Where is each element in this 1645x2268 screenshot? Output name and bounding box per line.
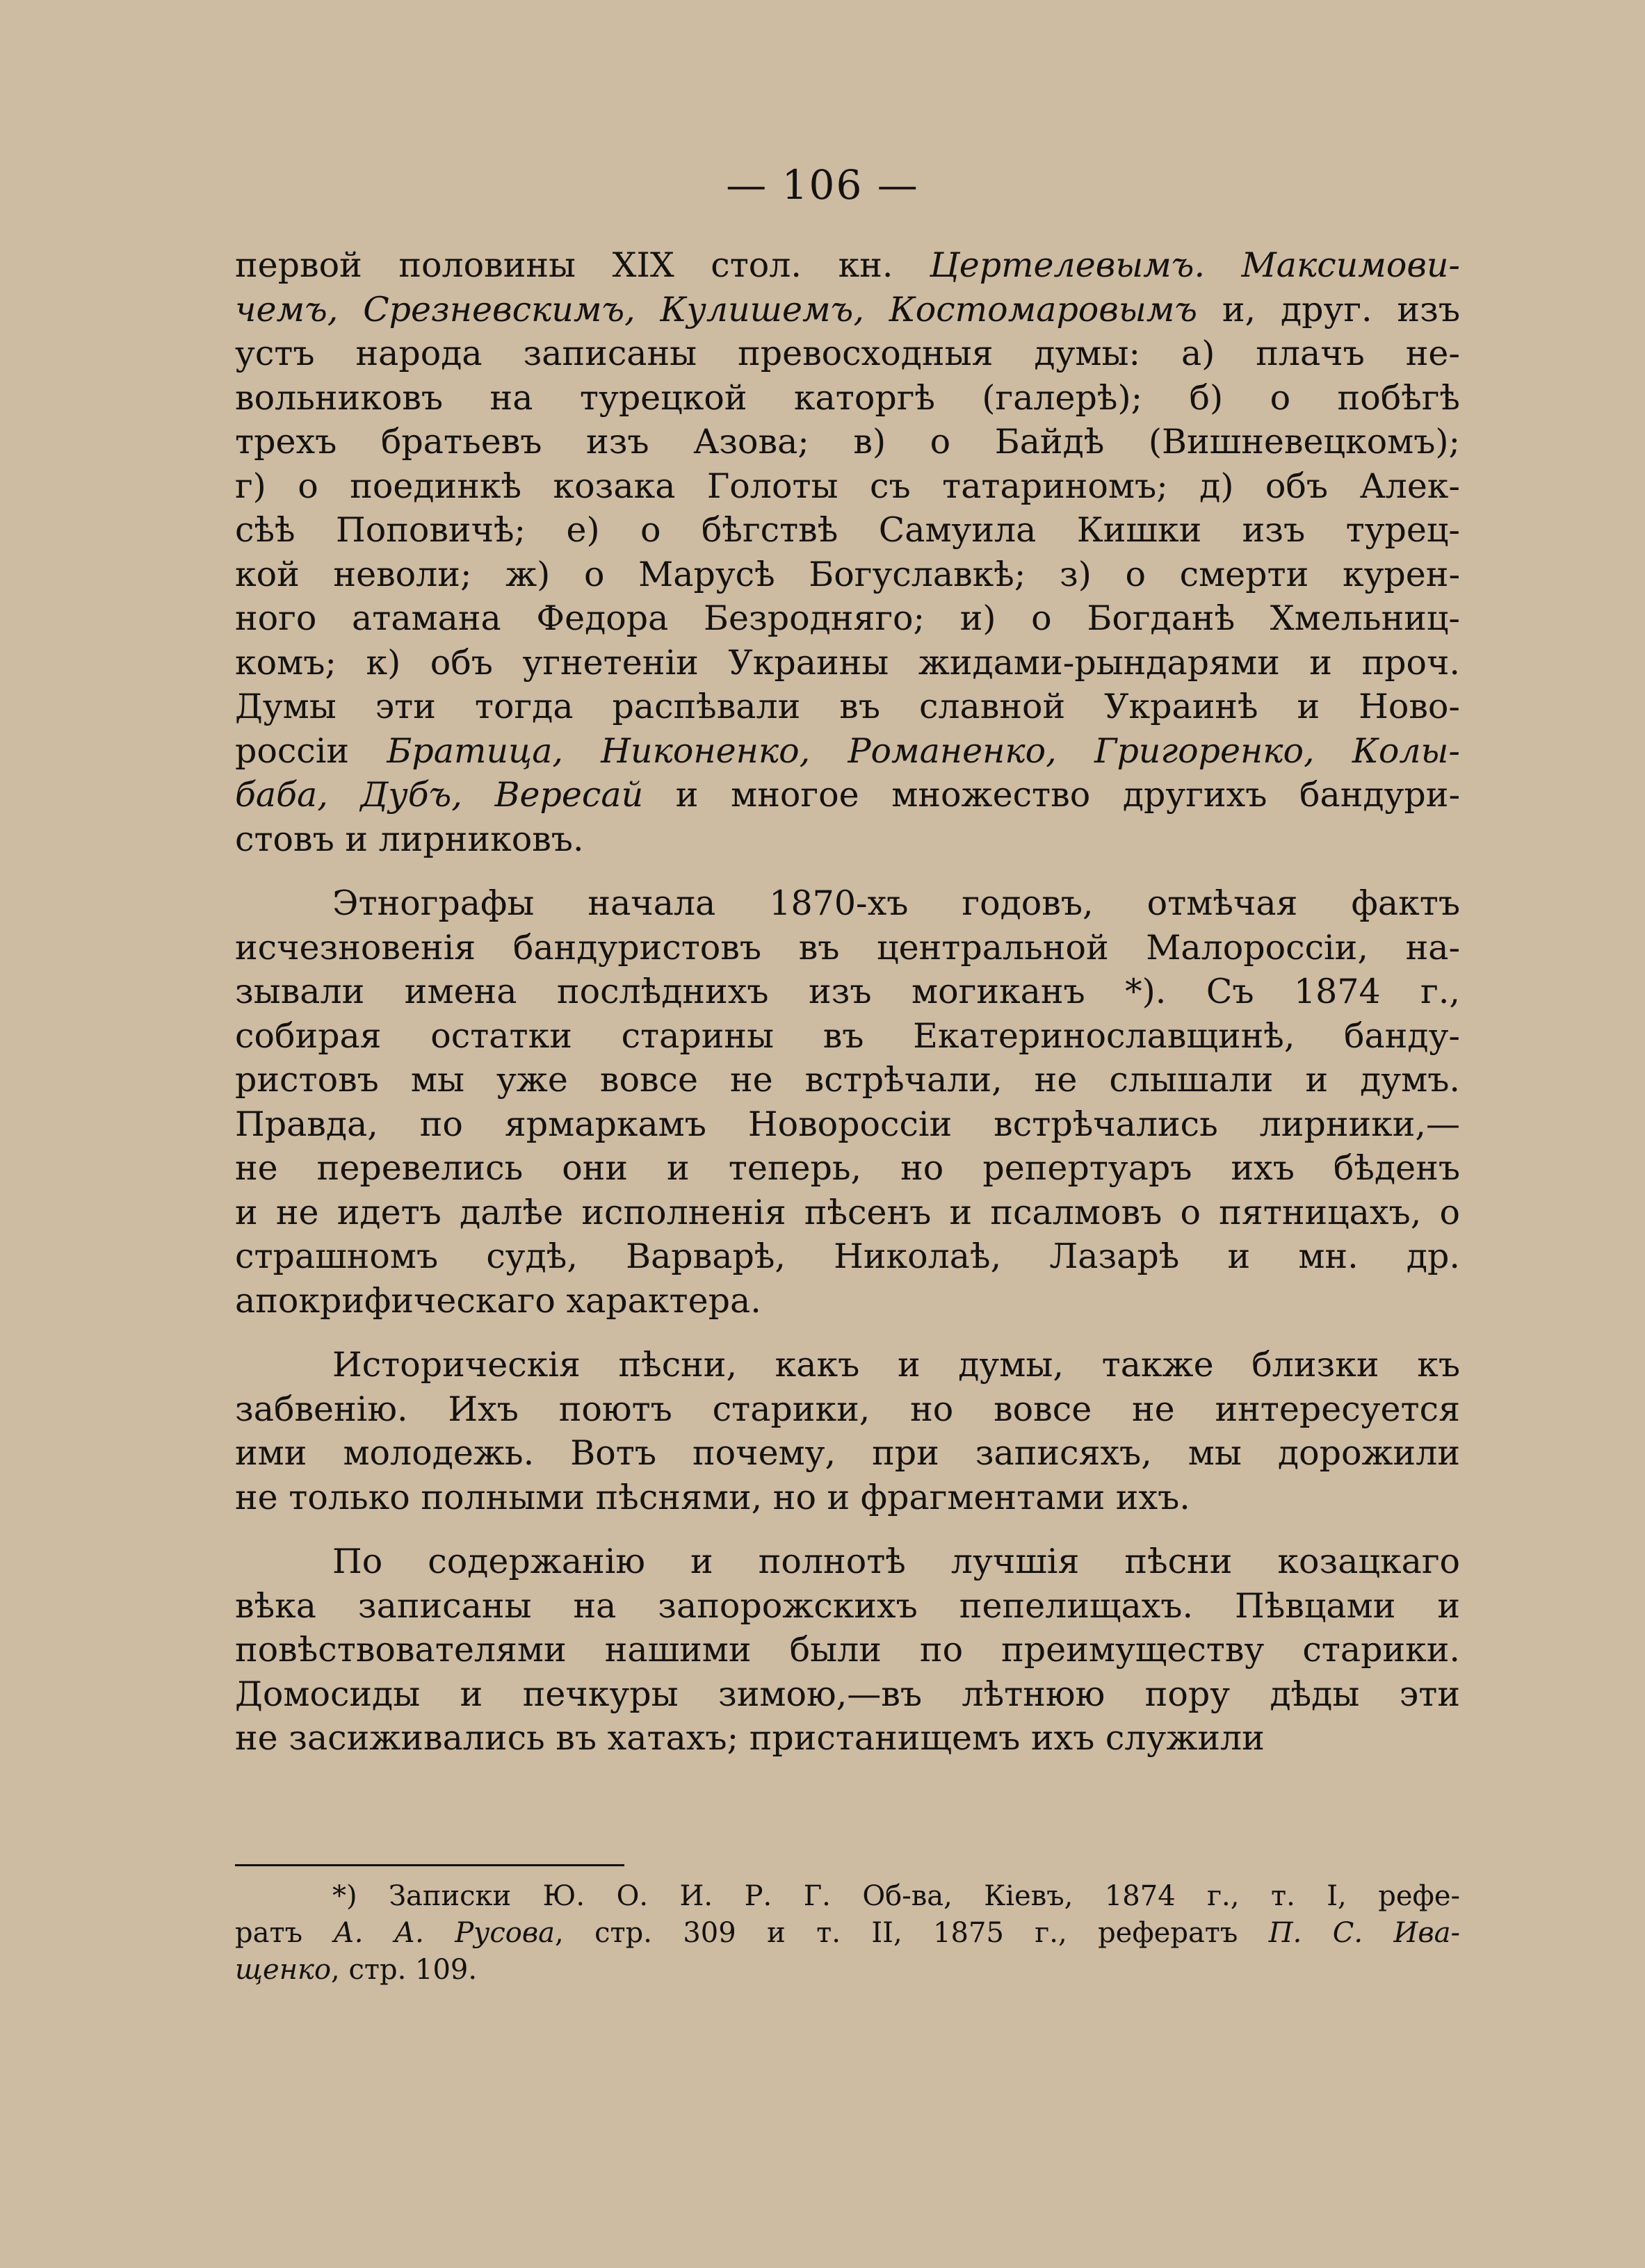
text-span: ратъ <box>235 1917 334 1949</box>
italic-name: П. С. Ива- <box>1268 1917 1460 1949</box>
footnote-divider <box>235 1864 624 1866</box>
text-line <box>235 420 1460 464</box>
text-span: Этнографы начала 1870-хъ годовъ, отмѣчая фактъ <box>332 883 1460 923</box>
text-line <box>235 1058 1460 1102</box>
text-line <box>235 1387 1460 1432</box>
text-line <box>235 1540 1460 1584</box>
text-line <box>235 1431 1460 1476</box>
text-line <box>235 1102 1460 1147</box>
paragraph <box>235 881 1460 1323</box>
page-number: — 106 — <box>726 161 919 209</box>
text-line <box>235 1146 1460 1191</box>
italic-name: А. А. Русова <box>333 1917 555 1949</box>
text-line <box>235 641 1460 685</box>
text-line <box>235 332 1460 376</box>
text-span: По содержанію и полнотѣ лучшія пѣсни козацкаго <box>332 1542 1460 1581</box>
text-line <box>235 1584 1460 1629</box>
text-line <box>235 1672 1460 1717</box>
text-span: стовъ и лирниковъ. <box>235 819 584 859</box>
text-line <box>235 1952 1460 1989</box>
text-line <box>235 881 1460 926</box>
text-span: не засиживались въ хатахъ; пристанищемъ ихъ служили <box>235 1718 1265 1758</box>
text-line <box>235 1476 1460 1520</box>
text-line <box>235 685 1460 729</box>
text-span: россіи <box>235 731 387 771</box>
italic-name: Цертелевымъ. Максимови- <box>929 245 1460 285</box>
text-line <box>235 1191 1460 1235</box>
text-span: и многое множество другихъ бандури- <box>643 775 1460 815</box>
footnote <box>235 1878 1460 1989</box>
text-span: сѣѣ Поповичѣ; е) о бѣгствѣ Самуила Кишки изъ турец- <box>235 510 1460 550</box>
text-span: и, друг. изъ <box>1197 289 1460 329</box>
text-span: повѣствователями нашими были по преимуществу старики. <box>235 1630 1460 1670</box>
text-span: трехъ братьевъ изъ Азова; в) о Байдѣ (Вишневецкомъ); <box>235 422 1460 462</box>
text-span: Правда, по ярмаркамъ Новороссіи встрѣчались лирники,— <box>235 1104 1460 1144</box>
text-span: не только полными пѣснями, но и фрагментами ихъ. <box>235 1477 1190 1517</box>
text-line <box>235 1915 1460 1952</box>
text-span: и не идетъ далѣе исполненія пѣсенъ и псалмовъ о пятницахъ, о <box>235 1192 1460 1232</box>
text-line <box>235 1628 1460 1672</box>
text-line <box>235 596 1460 641</box>
text-line <box>235 508 1460 553</box>
text-line <box>235 970 1460 1014</box>
text-span: ими молодежь. Вотъ почему, при записяхъ, мы дорожили <box>235 1433 1460 1473</box>
text-line <box>235 376 1460 421</box>
text-span: комъ; к) объ угнетеніи Украины жидами-рындарями и проч. <box>235 642 1460 683</box>
text-span: г) о поединкѣ козака Голоты съ татариномъ; д) объ Алек- <box>235 466 1460 506</box>
italic-name: баба, Дубъ, Вересай <box>235 775 644 815</box>
text-span: , стр. 309 и т. II, 1875 г., рефератъ <box>554 1917 1269 1949</box>
italic-name: чемъ, Срезневскимъ, Кулишемъ, Костомаровымъ <box>235 289 1198 329</box>
text-span: кой неволи; ж) о Марусѣ Богуславкѣ; з) о смерти курен- <box>235 554 1460 594</box>
text-span: вольниковъ на турецкой каторгѣ (галерѣ); б) о побѣгѣ <box>235 377 1460 418</box>
text-span: исчезновенія бандуристовъ въ центральной Малороссіи, на- <box>235 927 1460 968</box>
text-line <box>235 1716 1460 1761</box>
text-span: забвенію. Ихъ поютъ старики, но вовсе не интересуется <box>235 1389 1460 1429</box>
body-text <box>235 243 1460 1781</box>
text-span: Историческія пѣсни, какъ и думы, также близки къ <box>332 1345 1460 1385</box>
text-line <box>235 288 1460 332</box>
text-span: собирая остатки старины въ Екатеринославщинѣ, банду- <box>235 1015 1460 1056</box>
text-line <box>235 1014 1460 1059</box>
italic-name: Братица, Никоненко, Романенко, Григоренко, Колы- <box>387 731 1460 771</box>
text-span: Думы эти тогда распѣвали въ славной Украинѣ и Ново- <box>235 687 1460 726</box>
text-span: , стр. 109. <box>331 1954 478 1986</box>
text-line <box>235 1234 1460 1279</box>
text-span: вѣка записаны на запорожскихъ пепелищахъ. Пѣвцами и <box>235 1585 1460 1626</box>
text-line <box>235 1878 1460 1915</box>
text-span: Домосиды и печкуры зимою,—въ лѣтнюю пору дѣды эти <box>235 1674 1460 1714</box>
text-line <box>235 817 1460 862</box>
text-span: не перевелись они и теперь, но репертуаръ ихъ бѣденъ <box>235 1148 1460 1188</box>
text-line <box>235 729 1460 774</box>
italic-name: щенко <box>235 1954 332 1986</box>
text-span: устъ народа записаны превосходныя думы: а) плачъ не- <box>235 334 1460 373</box>
text-span: апокрифическаго характера. <box>235 1280 761 1321</box>
text-line <box>235 926 1460 970</box>
text-span: ного атамана Федора Безродняго; и) о Богданѣ Хмельниц- <box>235 598 1460 638</box>
text-span: первой половины XIX стол. кн. <box>235 245 930 285</box>
paragraph <box>235 1343 1460 1519</box>
text-span: ристовъ мы уже вовсе не встрѣчали, не слышали и думъ. <box>235 1060 1460 1100</box>
text-span: страшномъ судѣ, Варварѣ, Николаѣ, Лазарѣ и мн. др. <box>235 1237 1460 1276</box>
text-line <box>235 1343 1460 1387</box>
text-span: *) Записки Ю. О. И. Р. Г. Об-ва, Кіевъ, 1874 г., т. I, рефе- <box>332 1880 1460 1912</box>
paragraph <box>235 1540 1460 1761</box>
text-line <box>235 464 1460 509</box>
text-line <box>235 773 1460 817</box>
text-span: зывали имена послѣднихъ изъ могиканъ *). Съ 1874 г., <box>235 972 1460 1011</box>
text-line <box>235 553 1460 597</box>
text-line <box>235 243 1460 288</box>
text-line <box>235 1279 1460 1323</box>
paragraph <box>235 243 1460 861</box>
